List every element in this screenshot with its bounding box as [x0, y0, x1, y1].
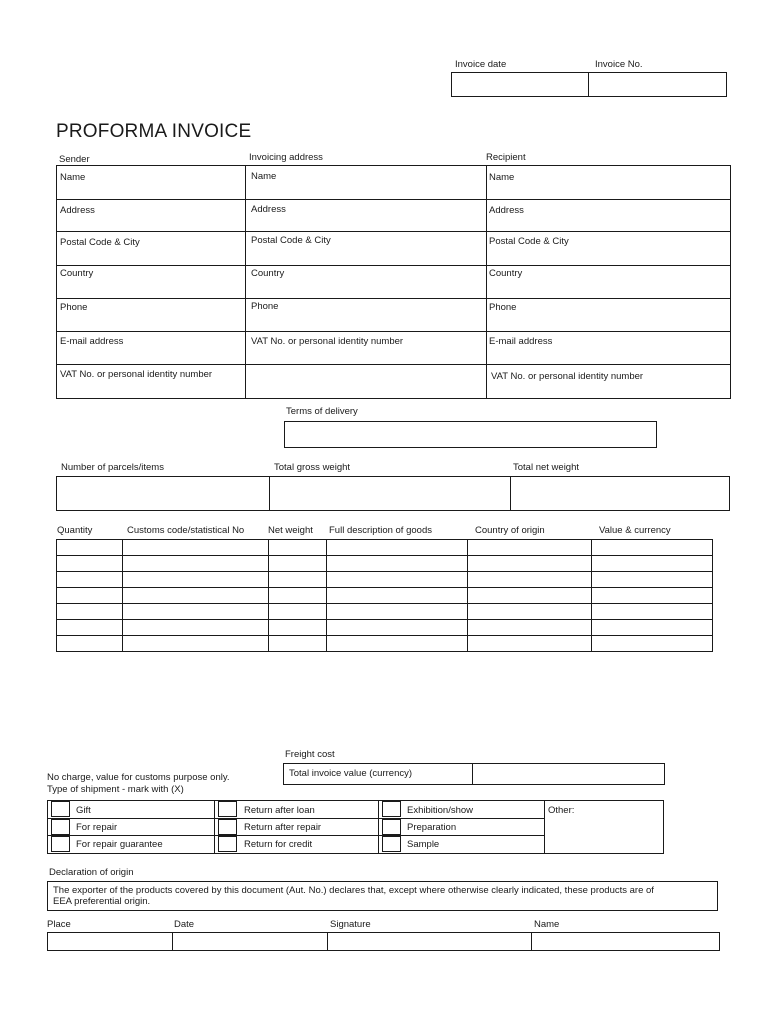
description-cell[interactable]	[326, 620, 468, 636]
customs-code-cell[interactable]	[122, 588, 268, 604]
invoice-date-field[interactable]	[452, 73, 587, 96]
description-cell[interactable]	[326, 604, 468, 620]
no-charge-note: No charge, value for customs purpose only.	[47, 772, 230, 783]
return-for-credit-checkbox[interactable]	[218, 836, 237, 852]
net-weight-cell[interactable]	[268, 572, 326, 588]
signature-field[interactable]	[329, 934, 529, 949]
col-value-header: Value & currency	[599, 525, 671, 536]
quantity-cell[interactable]	[57, 636, 123, 652]
parcels-label: Number of parcels/items	[61, 462, 164, 473]
recipient-country-field[interactable]: Country	[489, 268, 523, 279]
net-weight-label: Total net weight	[513, 462, 580, 473]
sender-name-field[interactable]: Name	[60, 172, 86, 183]
return-after-repair-checkbox[interactable]	[218, 819, 237, 835]
signoff-divider-1	[172, 932, 173, 951]
recipient-email-field[interactable]: E-mail address	[489, 336, 553, 347]
declaration-text-line1: The exporter of the products covered by this document (Aut. No.) declares that, except where otherwise clearly indicated, these products are of	[53, 885, 654, 896]
total-invoice-value-field[interactable]	[474, 765, 663, 783]
quantity-cell[interactable]	[57, 540, 123, 556]
return-after-loan-label: Return after loan	[244, 805, 315, 816]
return-for-credit-label: Return for credit	[244, 839, 313, 850]
net-weight-cell[interactable]	[268, 620, 326, 636]
sender-country-field[interactable]: Country	[60, 268, 94, 279]
value-cell[interactable]	[592, 556, 713, 572]
recipient-postal-city-field[interactable]: Postal Code & City	[489, 236, 569, 247]
place-field[interactable]	[49, 934, 170, 949]
description-cell[interactable]	[326, 556, 468, 572]
shipment-row-line	[47, 835, 544, 836]
parties-row-line	[56, 298, 731, 299]
col-description-header: Full description of goods	[329, 525, 432, 536]
shipment-type-note: Type of shipment - mark with (X)	[47, 784, 184, 795]
description-cell[interactable]	[326, 588, 468, 604]
invoicing-vat-field[interactable]: VAT No. or personal identity number	[251, 336, 404, 347]
description-cell[interactable]	[326, 540, 468, 556]
sample-label: Sample	[407, 839, 440, 850]
sender-address-field[interactable]: Address	[60, 205, 95, 216]
gift-checkbox[interactable]	[51, 801, 70, 817]
for-repair-guarantee-checkbox[interactable]	[51, 836, 70, 852]
customs-code-cell[interactable]	[122, 540, 268, 556]
table-row	[57, 604, 713, 620]
name-field[interactable]	[533, 934, 718, 949]
net-weight-cell[interactable]	[268, 556, 326, 572]
customs-code-cell[interactable]	[122, 556, 268, 572]
return-after-loan-checkbox[interactable]	[218, 801, 237, 817]
place-label: Place	[47, 919, 71, 930]
invoicing-address-field[interactable]: Address	[251, 204, 286, 215]
value-cell[interactable]	[592, 620, 713, 636]
col-quantity-header: Quantity	[57, 525, 93, 536]
gross-weight-label: Total gross weight	[274, 462, 351, 473]
invoicing-phone-field[interactable]: Phone	[251, 301, 279, 312]
recipient-phone-field[interactable]: Phone	[489, 302, 517, 313]
weights-divider-2	[510, 476, 511, 511]
table-row	[57, 620, 713, 636]
parties-row-line	[56, 364, 731, 365]
net-weight-cell[interactable]	[268, 636, 326, 652]
col-country-header: Country of origin	[475, 525, 545, 536]
shipment-divider-2	[378, 800, 379, 854]
signoff-divider-2	[327, 932, 328, 951]
preparation-label: Preparation	[407, 822, 457, 833]
recipient-name-field[interactable]: Name	[489, 172, 515, 183]
for-repair-guarantee-label: For repair guarantee	[76, 839, 163, 850]
sender-phone-field[interactable]: Phone	[60, 302, 88, 313]
country-cell[interactable]	[468, 588, 592, 604]
total-value-divider	[472, 763, 473, 785]
recipient-vat-field[interactable]: VAT No. or personal identity number	[491, 371, 644, 382]
sender-label: Sender	[59, 154, 90, 165]
invoicing-address-label: Invoicing address	[249, 152, 323, 163]
invoice-header-divider	[588, 72, 589, 97]
recipient-address-field[interactable]: Address	[489, 205, 524, 216]
invoicing-country-field[interactable]: Country	[251, 268, 285, 279]
customs-code-cell[interactable]	[122, 604, 268, 620]
description-cell[interactable]	[326, 572, 468, 588]
parties-row-line	[56, 199, 731, 200]
country-cell[interactable]	[468, 620, 592, 636]
value-cell[interactable]	[592, 604, 713, 620]
country-cell[interactable]	[468, 604, 592, 620]
quantity-cell[interactable]	[57, 556, 123, 572]
quantity-cell[interactable]	[57, 572, 123, 588]
terms-of-delivery-field[interactable]	[284, 421, 657, 448]
parties-row-line	[56, 331, 731, 332]
quantity-cell[interactable]	[57, 604, 123, 620]
gross-weight-field[interactable]	[271, 478, 508, 509]
parcels-field[interactable]	[58, 478, 267, 509]
signature-label: Signature	[330, 919, 371, 930]
name-label: Name	[534, 919, 560, 930]
exhibition-show-checkbox[interactable]	[382, 801, 401, 817]
declaration-of-origin-label: Declaration of origin	[49, 867, 134, 878]
other-label: Other:	[548, 805, 575, 816]
invoice-date-label: Invoice date	[455, 59, 507, 70]
quantity-cell[interactable]	[57, 620, 123, 636]
customs-code-cell[interactable]	[122, 636, 268, 652]
gift-label: Gift	[76, 805, 91, 816]
shipment-row-line	[47, 818, 544, 819]
country-cell[interactable]	[468, 540, 592, 556]
sender-email-field[interactable]: E-mail address	[60, 336, 124, 347]
country-cell[interactable]	[468, 636, 592, 652]
sender-postal-city-field[interactable]: Postal Code & City	[60, 237, 140, 248]
shipment-divider-1	[214, 800, 215, 854]
invoice-no-field[interactable]	[590, 73, 725, 96]
weights-divider-1	[269, 476, 270, 511]
parties-row-line	[56, 231, 731, 232]
invoicing-name-field[interactable]: Name	[251, 171, 277, 182]
total-invoice-value-label: Total invoice value (currency)	[289, 768, 413, 779]
preparation-checkbox[interactable]	[382, 819, 401, 835]
col-net-weight-header: Net weight	[268, 525, 313, 536]
recipient-label: Recipient	[486, 152, 526, 163]
shipment-divider-3	[544, 800, 545, 854]
signoff-divider-3	[531, 932, 532, 951]
page-title: PROFORMA INVOICE	[56, 121, 252, 142]
quantity-cell[interactable]	[57, 588, 123, 604]
parties-row-line	[56, 265, 731, 266]
country-cell[interactable]	[468, 572, 592, 588]
value-cell[interactable]	[592, 636, 713, 652]
sender-vat-field[interactable]: VAT No. or personal identity number	[60, 369, 213, 380]
value-cell[interactable]	[592, 540, 713, 556]
net-weight-cell[interactable]	[268, 588, 326, 604]
invoice-no-label: Invoice No.	[595, 59, 643, 70]
other-field[interactable]	[548, 817, 662, 852]
col-customs-code-header: Customs code/statistical No	[127, 525, 245, 536]
net-weight-cell[interactable]	[268, 604, 326, 620]
date-field[interactable]	[174, 934, 325, 949]
terms-of-delivery-label: Terms of delivery	[286, 406, 358, 417]
goods-table	[56, 539, 713, 652]
for-repair-checkbox[interactable]	[51, 819, 70, 835]
net-weight-field[interactable]	[512, 478, 728, 509]
table-row	[57, 588, 713, 604]
table-row	[57, 556, 713, 572]
declaration-text-line2: EEA preferential origin.	[53, 896, 151, 907]
table-row	[57, 636, 713, 652]
sample-checkbox[interactable]	[382, 836, 401, 852]
exhibition-show-label: Exhibition/show	[407, 805, 474, 816]
value-cell[interactable]	[592, 588, 713, 604]
net-weight-cell[interactable]	[268, 540, 326, 556]
customs-code-cell[interactable]	[122, 620, 268, 636]
return-after-repair-label: Return after repair	[244, 822, 322, 833]
date-label: Date	[174, 919, 195, 930]
country-cell[interactable]	[468, 556, 592, 572]
for-repair-label: For repair	[76, 822, 118, 833]
freight-cost-label: Freight cost	[285, 749, 335, 760]
invoicing-postal-city-field[interactable]: Postal Code & City	[251, 235, 331, 246]
table-row	[57, 572, 713, 588]
table-row	[57, 540, 713, 556]
value-cell[interactable]	[592, 572, 713, 588]
description-cell[interactable]	[326, 636, 468, 652]
customs-code-cell[interactable]	[122, 572, 268, 588]
